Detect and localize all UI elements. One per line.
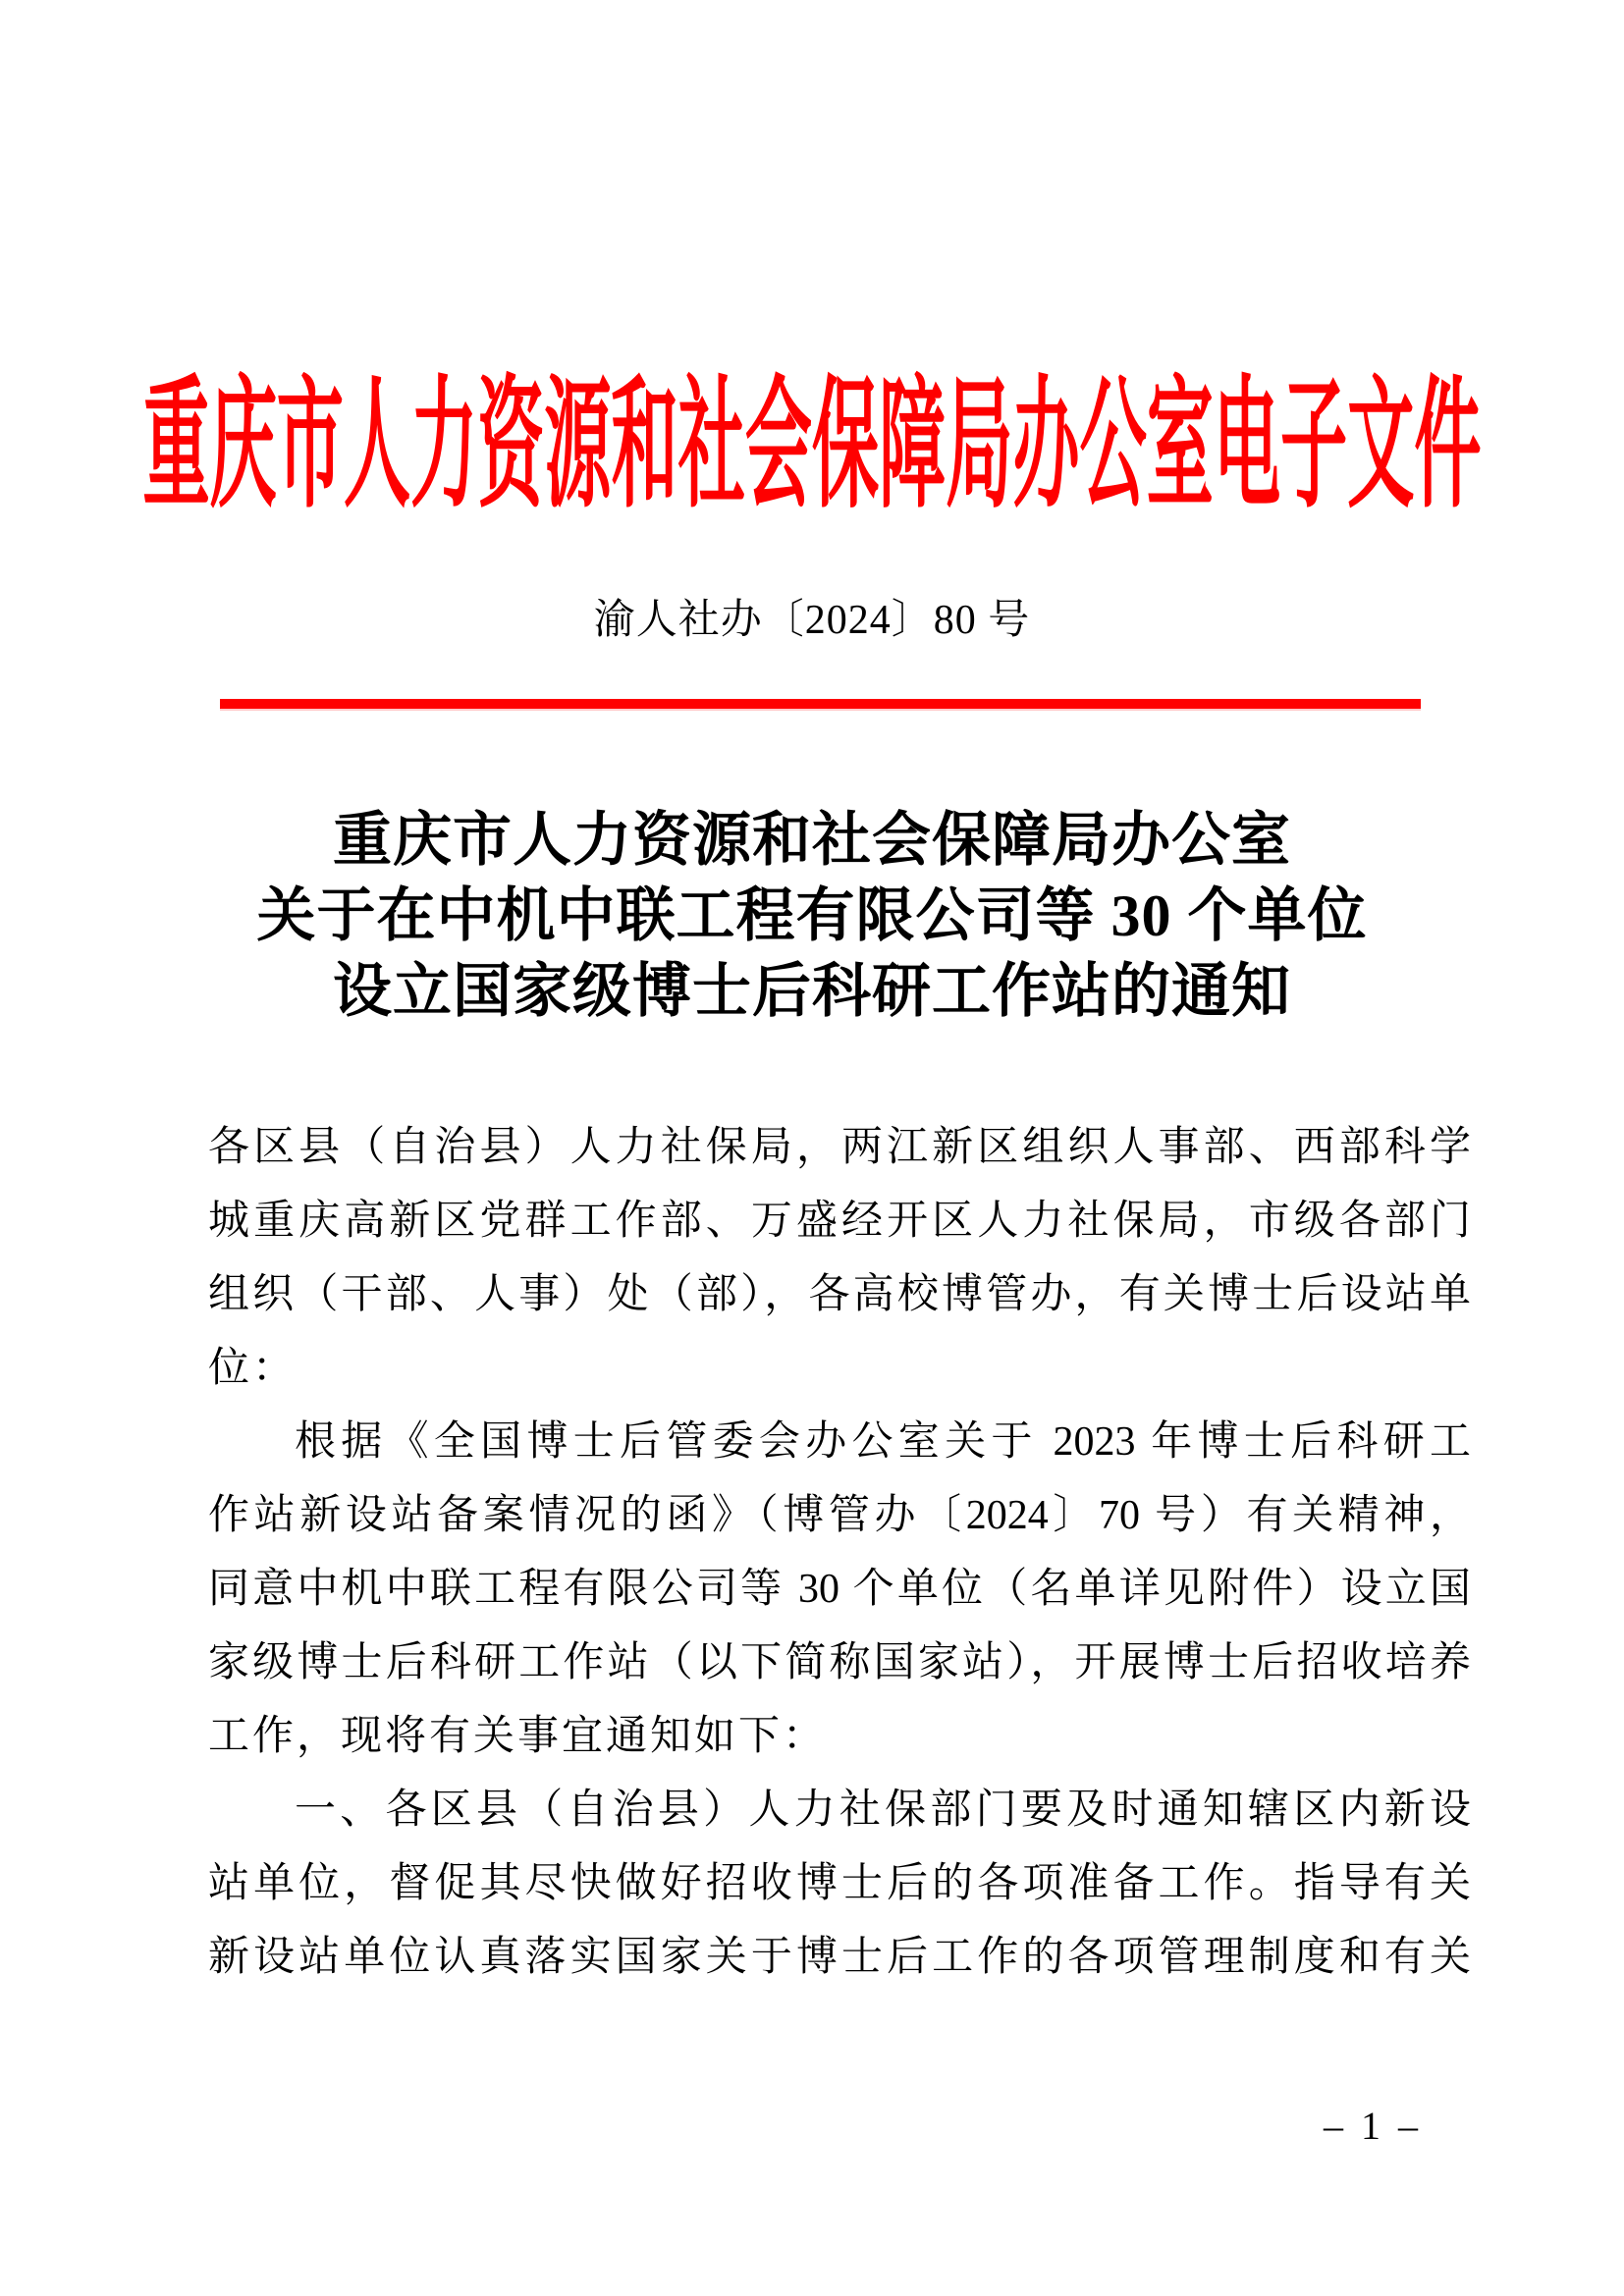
document-title-line-2: 关于在中机中联工程有限公司等 30 个单位 (256, 883, 1368, 948)
body-line: 家级博士后科研工作站（以下简称国家站），开展博士后招收培养 (208, 1640, 1471, 1685)
body-line: 根据《全国博士后管委会办公室关于 2023 年博士后科研工 (295, 1419, 1471, 1465)
body-line: 工作，现将有关事宜通知如下： (208, 1714, 828, 1759)
letterhead-title: 重庆市人力资源和社会保障局办公室电子文件 (142, 368, 1482, 525)
body-line: 站单位，督促其尽快做好招收博士后的各项准备工作。指导有关 (208, 1861, 1471, 1906)
red-divider-rule (220, 699, 1421, 711)
letterhead-banner (0, 365, 1624, 529)
body-line: 新设站单位认真落实国家关于博士后工作的各项管理制度和有关 (208, 1935, 1471, 1980)
body-line: 同意中机中联工程有限公司等 30 个单位（名单详见附件）设立国 (208, 1567, 1471, 1612)
document-title (0, 803, 1624, 1030)
body-line: 组织（干部、人事）处（部），各高校博管办，有关博士后设站单 (208, 1272, 1471, 1317)
body-line: 城重庆高新区党群工作部、万盛经开区人力社保局，市级各部门 (208, 1199, 1471, 1244)
body-line: 各区县（自治县）人力社保局，两江新区组织人事部、西部科学 (208, 1125, 1471, 1170)
body-text (208, 1111, 1471, 1995)
page-number: – 1 – (1324, 2104, 1422, 2148)
body-line: 作站新设站备案情况的函》（博管办〔2024〕70 号）有关精神， (208, 1493, 1471, 1538)
document-title-line-1: 重庆市人力资源和社会保障局办公室 (333, 808, 1291, 873)
document-title-line-3: 设立国家级博士后科研工作站的通知 (333, 959, 1291, 1024)
body-line: 位： (208, 1346, 298, 1391)
body-line: 一、各区县（自治县）人力社保部门要及时通知辖区内新设 (295, 1788, 1471, 1833)
document-number: 渝人社办〔2024〕80 号 (593, 598, 1031, 643)
